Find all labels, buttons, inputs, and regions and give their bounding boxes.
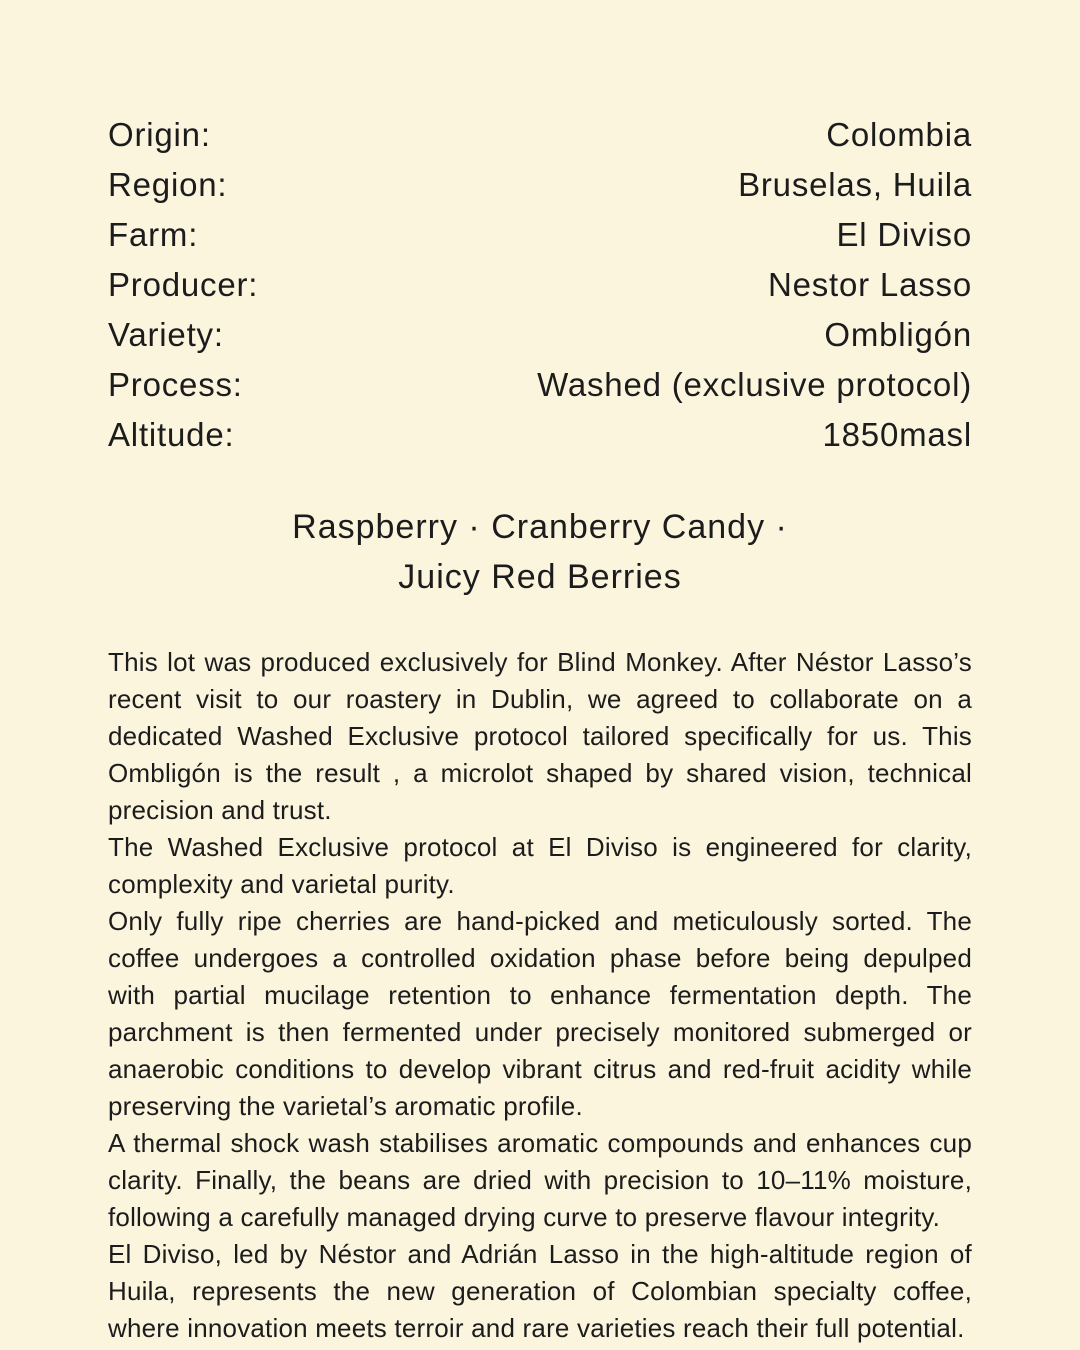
- variety-label: Variety:: [108, 316, 224, 353]
- description-paragraph-4: A thermal shock wash stabilises aromatic compounds and enhances cup clarity. Finally, the beans are dried with precision to 10–11% moisture, following a carefully managed drying curve to preserve flavour integrity.: [108, 1128, 972, 1232]
- process-label: Process:: [108, 366, 243, 403]
- tasting-notes: [108, 502, 972, 602]
- info-row-variety: [108, 310, 972, 360]
- description-paragraph-3: Only fully ripe cherries are hand-picked and meticulously sorted. The coffee undergoes a controlled oxidation phase before being depulped with partial mucilage retention to enhance fermentation depth. The parchment is then fermented under precisely monitored submerged or anaerobic conditions to develop vibrant citrus and red-fruit acidity while preserving the varietal’s aromatic profile.: [108, 906, 972, 1121]
- description: [108, 644, 972, 1347]
- altitude-value: 1850masl: [822, 416, 972, 453]
- info-row-region: [108, 160, 972, 210]
- region-label: Region:: [108, 166, 228, 203]
- farm-label: Farm:: [108, 216, 199, 253]
- farm-value: El Diviso: [836, 216, 972, 253]
- variety-value: Ombligón: [824, 316, 972, 353]
- description-paragraph-5: El Diviso, led by Néstor and Adrián Lasso in the high-altitude region of Huila, represents the new generation of Colombian specialty coffee, where innovation meets terroir and rare varieties reach their full potential.: [108, 1239, 972, 1343]
- tasting-notes-line2: Juicy Red Berries: [398, 558, 682, 596]
- info-row-process: [108, 360, 972, 410]
- info-row-producer: [108, 260, 972, 310]
- producer-label: Producer:: [108, 266, 259, 303]
- info-row-origin: [108, 110, 972, 160]
- origin-label: Origin:: [108, 116, 211, 153]
- tasting-notes-line1: Raspberry · Cranberry Candy ·: [292, 508, 788, 546]
- origin-value: Colombia: [826, 116, 972, 153]
- info-table: [108, 110, 972, 460]
- producer-value: Nestor Lasso: [767, 266, 972, 303]
- description-paragraph-1: This lot was produced exclusively for Blind Monkey. After Néstor Lasso’s recent visit to our roastery in Dublin, we agreed to collaborate on a dedicated Washed Exclusive protocol tailored specifically for us. This Ombligón is the result , a microlot shaped by shared vision, technical precision and trust.: [108, 647, 972, 825]
- altitude-label: Altitude:: [108, 416, 235, 453]
- process-value: Washed (exclusive protocol): [537, 366, 972, 403]
- region-value: Bruselas, Huila: [738, 166, 972, 203]
- description-paragraph-2: The Washed Exclusive protocol at El Diviso is engineered for clarity, complexity and varietal purity.: [108, 832, 972, 899]
- info-row-farm: [108, 210, 972, 260]
- info-row-altitude: [108, 410, 972, 460]
